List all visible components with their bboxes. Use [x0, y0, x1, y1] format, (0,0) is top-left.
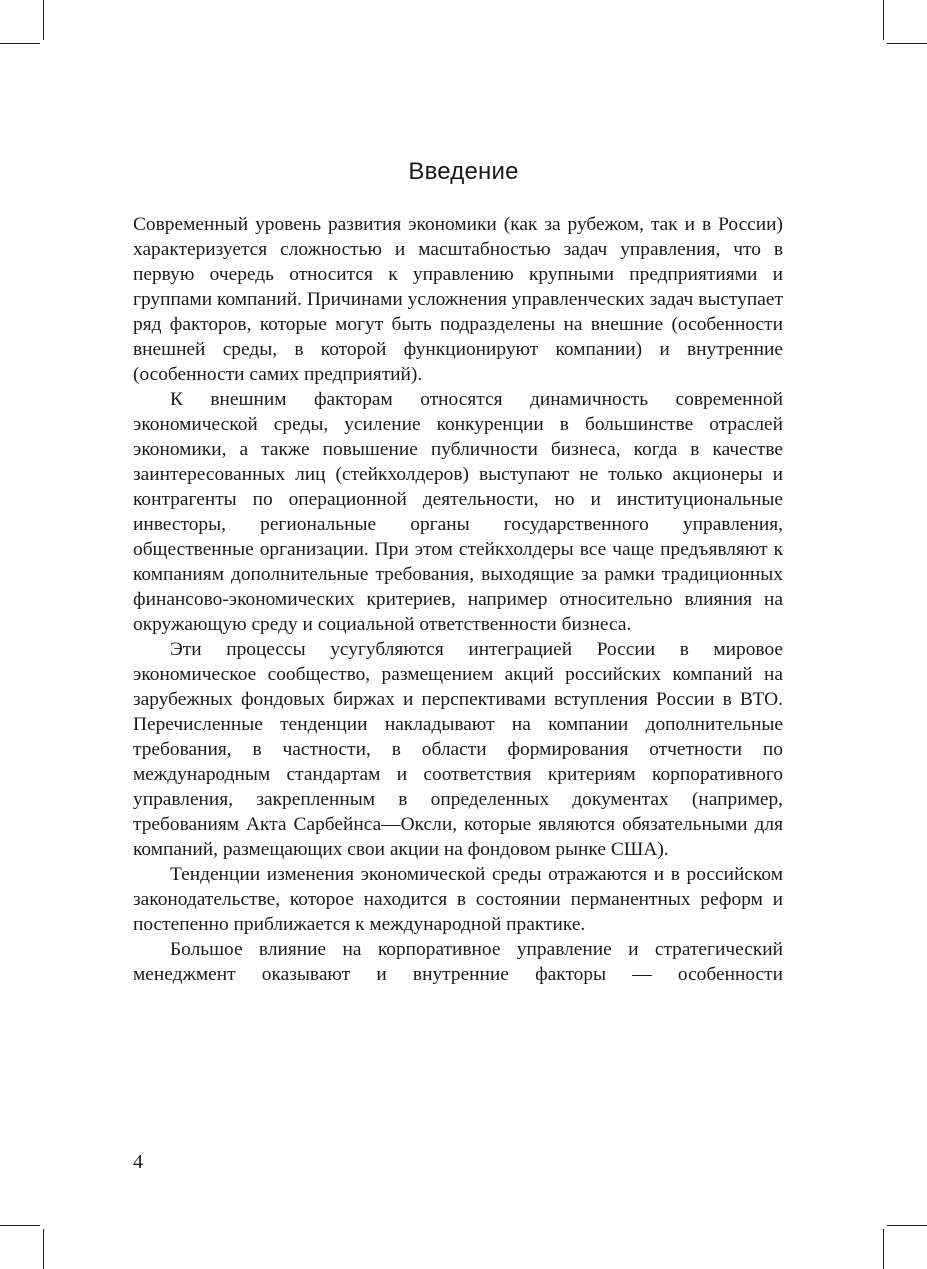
crop-mark-top-right-h — [887, 43, 927, 44]
crop-mark-bottom-left-v — [43, 1229, 44, 1269]
paragraph-3: Эти процессы усугубляются интеграцией России в мировое экономическое сообщество, размещением акций российских компаний на зарубежных фондовых биржах и перспективами вступления России в ВТО. Перечисленные тенденции накладывают на компании дополнительные требования, в частности, в области формирования отчетности по международным стандартам и соответствия критериям корпоративного управления, закрепленным в определенных документах (например, требованиям Акта Сарбейнса—Оксли, которые являются обязательными для компаний, размещающих свои акции на фондовом рынке США). — [133, 639, 783, 860]
paragraph-5: Большое влияние на корпоративное управление и стратегический менеджмент оказывают и внутренние факторы — особенности — [133, 939, 783, 985]
crop-mark-bottom-right-h — [887, 1225, 927, 1226]
page-number: 4 — [133, 1151, 143, 1173]
crop-mark-top-right-v — [883, 0, 884, 40]
crop-mark-bottom-left-h — [0, 1225, 40, 1226]
page-title: Введение — [408, 158, 519, 185]
body-text — [133, 212, 783, 987]
crop-mark-top-left-v — [43, 0, 44, 40]
paragraph-1: Современный уровень развития экономики (как за рубежом, так и в России) характеризуется сложностью и масштабностью задач управления, что в первую очередь относится к управлению крупными предприятиями и группами компаний. Причинами усложнения управленческих задач выступает ряд факторов, которые могут быть подразделены на внешние (особенности внешней среды, в которой функционируют компании) и внутренние (особенности самих предприятий). — [133, 214, 783, 385]
paragraph-4: Тенденции изменения экономической среды отражаются и в российском законодательстве, которое находится в состоянии перманентных реформ и постепенно приближается к международной практике. — [133, 864, 783, 935]
crop-mark-top-left-h — [0, 43, 40, 44]
paragraph-2: К внешним факторам относятся динамичность современной экономической среды, усиление конкуренции в большинстве отраслей экономики, а также повышение публичности бизнеса, когда в качестве заинтересованных лиц (стейкхолдеров) выступают не только акционеры и контрагенты по операционной деятельности, но и институциональные инвесторы, региональные органы государственного управления, общественные организации. При этом стейкхолдеры все чаще предъявляют к компаниям дополнительные требования, выходящие за рамки традиционных финансово-экономических критериев, например относительно влияния на окружающую среду и социальной ответственности бизнеса. — [133, 389, 783, 635]
crop-mark-bottom-right-v — [883, 1229, 884, 1269]
